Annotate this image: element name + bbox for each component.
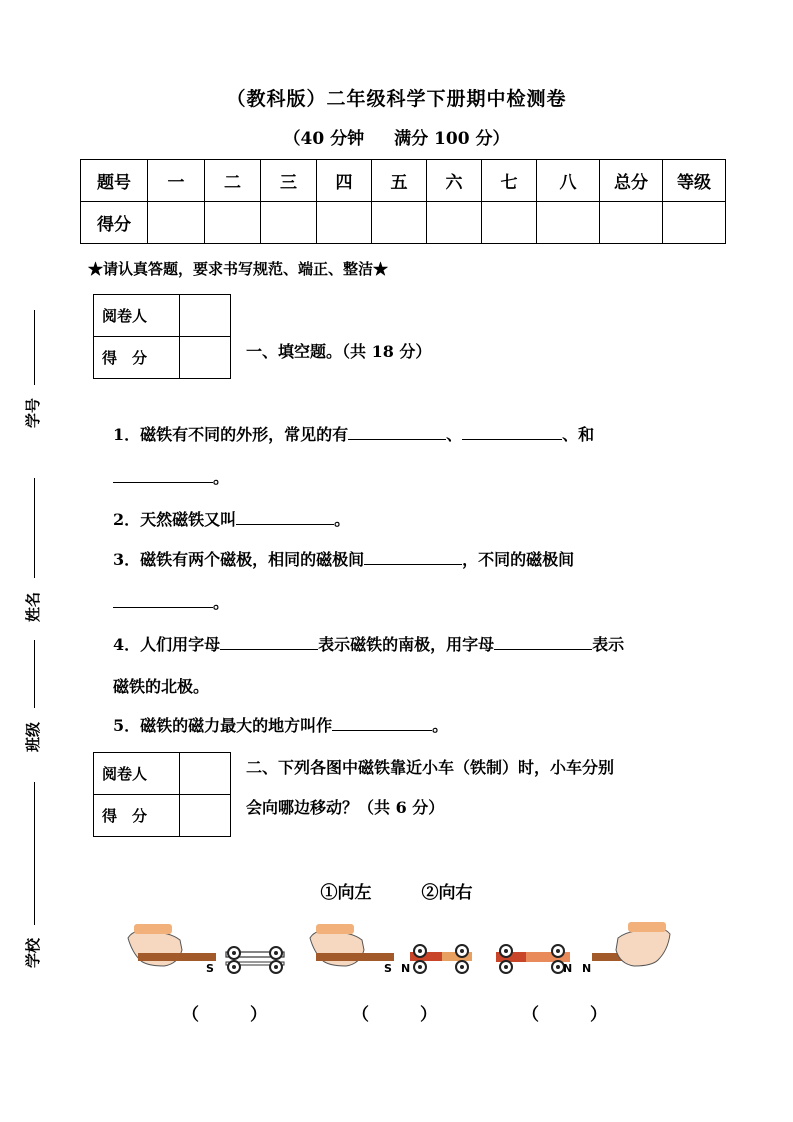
- page-title: （教科版）二年级科学下册期中检测卷: [226, 88, 567, 110]
- q1-text: 1．磁铁有不同的外形，常见的有: [113, 425, 349, 444]
- school-label: 学校: [24, 937, 42, 968]
- score-cell[interactable]: [261, 202, 317, 244]
- name-label: 姓名: [24, 591, 42, 622]
- score-table-header-cell: 二: [205, 160, 261, 202]
- score-table-header-cell: 五: [372, 160, 427, 202]
- score-table-header-cell: 八: [537, 160, 600, 202]
- name-line: [34, 478, 35, 578]
- section2-title-line2: 会向哪边移动？（共 6 分）: [246, 798, 445, 817]
- cart-pole-label: N: [563, 962, 573, 975]
- answer-blank[interactable]: [236, 510, 334, 525]
- scene-1: [128, 924, 284, 975]
- question-5: [113, 713, 448, 736]
- score-table: [80, 159, 726, 244]
- q4-mid: 表示磁铁的南极，用字母: [318, 635, 495, 654]
- cart-icon: [226, 947, 284, 973]
- answer-blank[interactable]: [348, 425, 446, 440]
- question-1: [113, 422, 594, 445]
- q2-end: 。: [334, 510, 351, 529]
- score-table-header-cell: 一: [148, 160, 205, 202]
- bar-magnet-icon: [316, 953, 394, 961]
- score-cell[interactable]: [537, 202, 600, 244]
- grader-box-2: [93, 752, 231, 837]
- answer-blank[interactable]: [113, 468, 213, 483]
- answer-paren-1[interactable]: （ ）: [182, 1005, 267, 1025]
- option-left: ①向左: [320, 883, 372, 903]
- q1-sep: 、: [446, 425, 463, 444]
- answer-blank[interactable]: [494, 635, 592, 650]
- cart-icon: [410, 945, 472, 973]
- grader-box-1: [93, 294, 231, 379]
- scene-3: [496, 922, 670, 975]
- magnet-pole-label: S: [206, 962, 214, 975]
- class-label: 班级: [24, 721, 42, 752]
- reviewer-cell[interactable]: [180, 753, 231, 795]
- cart-icon: [496, 945, 573, 975]
- score-table-header-cell: 四: [317, 160, 372, 202]
- question-1-cont: [113, 465, 229, 488]
- score-table-header-cell: 三: [261, 160, 317, 202]
- option-right: ②向右: [421, 883, 473, 903]
- answer-paren-3[interactable]: （ ）: [522, 1005, 607, 1025]
- answer-blank[interactable]: [113, 593, 213, 608]
- q3-end: 。: [213, 593, 230, 612]
- answer-paren-2[interactable]: （ ）: [352, 1005, 437, 1025]
- reviewer-label: 阅卷人: [94, 753, 180, 795]
- instruction: ★请认真答题，要求书写规范、端正、整洁★: [88, 260, 389, 278]
- q2-text: 2．天然磁铁又叫: [113, 510, 237, 529]
- magnet-pole-label: N: [582, 962, 592, 975]
- score-table-header-cell: 题号: [81, 160, 148, 202]
- magnet-pole-label: S: [384, 962, 392, 975]
- q4-end: 磁铁的北极。: [113, 677, 210, 696]
- class-line: [34, 640, 35, 708]
- q5-text: 5．磁铁的磁力最大的地方叫作: [113, 716, 333, 735]
- scene-2: [310, 924, 472, 975]
- q3-mid: ，不同的磁极间: [462, 550, 575, 569]
- time-limit: （40 分钟: [283, 129, 365, 149]
- score-table-header-cell: 总分: [600, 160, 663, 202]
- score-table-header-cell: 六: [427, 160, 482, 202]
- cart-pole-label: N: [401, 962, 411, 975]
- q1-sep: 、和: [562, 425, 595, 444]
- q1-end: 。: [213, 468, 230, 487]
- score-cell[interactable]: [317, 202, 372, 244]
- answer-options: [0, 878, 793, 903]
- score-cell[interactable]: [148, 202, 205, 244]
- score-cell[interactable]: [372, 202, 427, 244]
- q5-end: 。: [432, 716, 449, 735]
- score-cell[interactable]: [427, 202, 482, 244]
- magnet-cart-illustration: [120, 920, 680, 980]
- score-table-score-row: [81, 202, 726, 244]
- hand-icon: [616, 929, 670, 966]
- question-4: [113, 632, 624, 655]
- sleeve-icon: [316, 924, 354, 934]
- score-cell[interactable]: [180, 795, 231, 837]
- section2-title-line1: 二、下列各图中磁铁靠近小车（铁制）时，小车分别: [246, 758, 615, 777]
- reviewer-label: 阅卷人: [94, 295, 180, 337]
- answer-blank[interactable]: [332, 716, 432, 731]
- score-label: 得 分: [94, 795, 180, 837]
- sleeve-icon: [628, 922, 666, 932]
- question-3: [113, 547, 574, 570]
- score-table-header-cell: 七: [482, 160, 537, 202]
- reviewer-cell[interactable]: [180, 295, 231, 337]
- score-table-header-row: [81, 160, 726, 202]
- student-id-line: [34, 310, 35, 385]
- answer-blank[interactable]: [220, 635, 318, 650]
- question-4-cont: [113, 674, 209, 697]
- bar-magnet-icon: [138, 953, 216, 961]
- score-cell[interactable]: [180, 337, 231, 379]
- score-label: 得 分: [94, 337, 180, 379]
- score-cell[interactable]: [205, 202, 261, 244]
- score-cell[interactable]: [663, 202, 726, 244]
- student-id-label: 学号: [24, 397, 42, 428]
- answer-blank[interactable]: [462, 425, 562, 440]
- section1-title: 一、填空题。（共 18 分）: [246, 342, 432, 361]
- sleeve-icon: [134, 924, 172, 934]
- q4-mid2: 表示: [592, 635, 625, 654]
- score-cell[interactable]: [482, 202, 537, 244]
- answer-blank[interactable]: [364, 550, 462, 565]
- score-table-header-cell: 等级: [663, 160, 726, 202]
- question-2: [113, 507, 350, 530]
- score-cell[interactable]: [600, 202, 663, 244]
- school-line: [34, 782, 35, 925]
- page-subtitle: [0, 124, 793, 149]
- q4-text: 4．人们用字母: [113, 635, 221, 654]
- score-row-label: 得分: [81, 202, 148, 244]
- question-3-cont: [113, 590, 229, 613]
- q3-text: 3．磁铁有两个磁极，相同的磁极间: [113, 550, 365, 569]
- full-score: 满分 100 分）: [394, 129, 510, 149]
